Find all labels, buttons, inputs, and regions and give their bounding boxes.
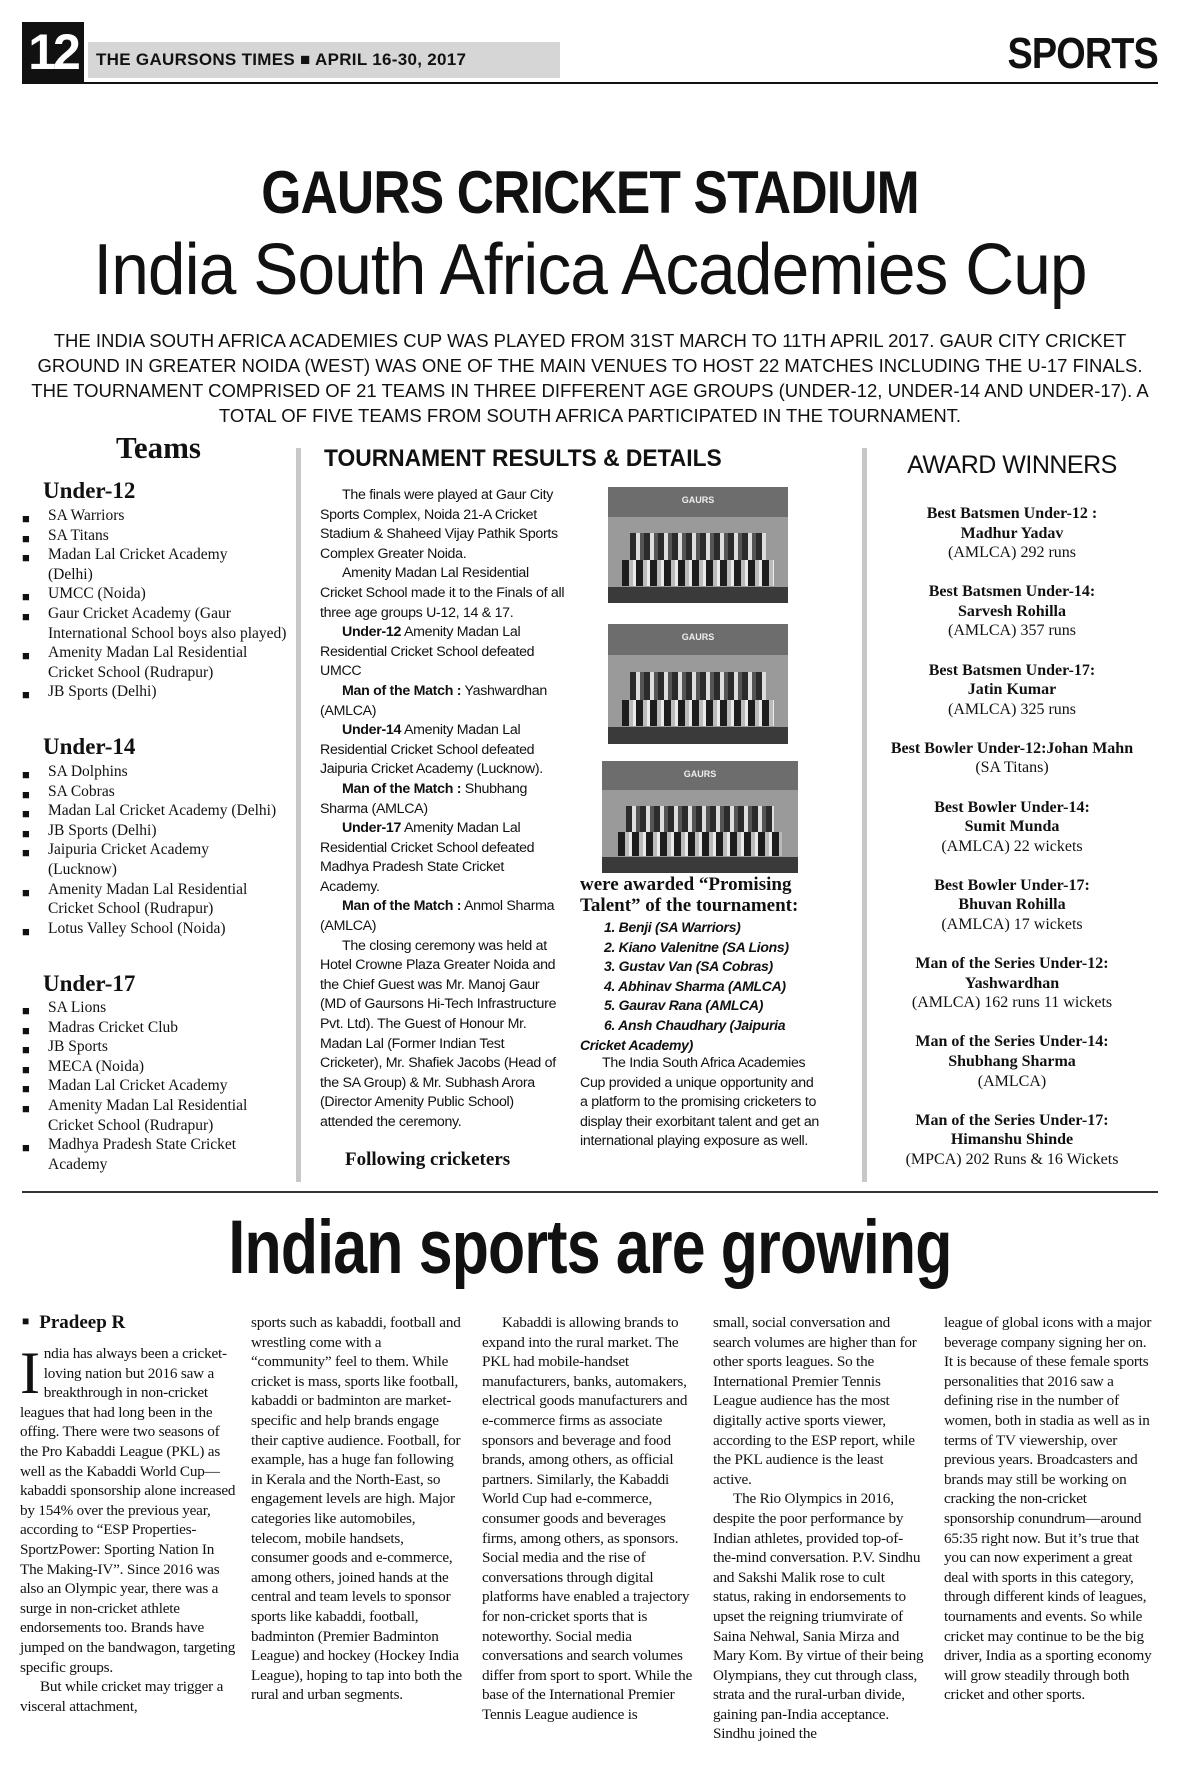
promising-talent-list [580, 918, 820, 1055]
team-item: ■ Madras Cricket Club [22, 1018, 292, 1038]
closing-paragraph: The India South Africa Academies Cup provided a unique opportunity and a platform to the promising cricketers to display their exorbitant talent and get an international playing exposure as well. [580, 1055, 820, 1150]
list-item: 4. Abhinav Sharma (AMLCA) [604, 977, 786, 994]
story-column-2 [251, 1313, 463, 1705]
team-item: ■ SA Warriors [22, 506, 292, 526]
following-cricketers: Following cricketers [345, 1149, 511, 1170]
team-item: ■ Amenity Madan Lal Residential Cricket School (Rudrapur) [22, 1096, 292, 1135]
award-winners-list [862, 504, 1162, 1189]
award-entry: Best Batsmen Under-12 : Madhur Yadav (AMLCA) 292 runs [926, 505, 1098, 562]
list-item: 3. Gustav Van (SA Cobras) [604, 958, 773, 975]
results-u17-mom: Man of the Match : Anmol Sharma (AMLCA) [320, 898, 555, 935]
column-rule [296, 448, 301, 1182]
award-entry: Man of the Series Under-17: Himanshu Shinde (MPCA) 202 Runs & 16 Wickets [905, 1111, 1119, 1168]
results-paragraph: Amenity Madan Lal Residential Cricket School made it to the Finals of all three age groups U-12, 14 & 17. [320, 565, 565, 621]
results-paragraph: The finals were played at Gaur City Sports Complex, Noida 21-A Cricket Stadium & Shaheed Vijay Pathik Sports Complex Greater Noida. [320, 487, 558, 562]
results-u12: Under-12 Amenity Madan Lal Residential Cricket School defeated UMCC [320, 624, 535, 680]
teams-title: Teams [116, 430, 201, 465]
award-entry: Best Batsmen Under-17: Jatin Kumar (AMLCA) 325 runs [928, 661, 1096, 718]
story-paragraph: But while cricket may trigger a visceral attachment, [20, 1678, 224, 1715]
section-divider [22, 1191, 1158, 1193]
team-item: ■ JB Sports (Delhi) [22, 821, 292, 841]
results-title: TOURNAMENT RESULTS & DETAILS [324, 445, 722, 472]
byline: ■ Pradeep R [22, 1311, 125, 1336]
team-item: ■ SA Dolphins [22, 762, 292, 782]
group-heading-u17: Under-17 [43, 971, 136, 996]
group-heading-u14: Under-14 [43, 734, 136, 759]
team-item: ■ UMCC (Noida) [22, 584, 292, 604]
team-item: ■ Madan Lal Cricket Academy [22, 1076, 292, 1096]
results-text [320, 486, 566, 1133]
story-headline: Indian sports are growing [228, 1205, 952, 1290]
team-item: ■ JB Sports [22, 1037, 292, 1057]
team-photo [602, 761, 798, 873]
story-paragraph: league of global icons with a major beverage company signing her on. It is because of these female sports personalities that 2016 saw a defining rise in the number of women, both in stadia as well as in terms of TV viewership, over previous years. Broadcasters and brands may still be working on cracking the non-cricket sponsorship conundrum—around 65:35 right now. But it’s true that you can now experiment a great deal with sports in this category, through different kinds of leagues, tournaments and events. So while cricket may continue to be the big driver, India as a sporting economy will grow steadily through both cricket and other sports. [944, 1314, 1152, 1704]
list-item: 2. Kiano Valenitne (SA Lions) [604, 938, 789, 955]
story-column-3 [482, 1313, 694, 1724]
team-item: ■ MECA (Noida) [22, 1057, 292, 1077]
team-photo [608, 487, 788, 603]
results-u12-mom: Man of the Match : Yashwardhan (AMLCA) [320, 682, 547, 719]
award-entry: Best Bowler Under-12:Johan Mahn (SA Titans) [890, 739, 1134, 777]
team-item: ■ Madhya Pradesh State Cricket Academy [22, 1135, 292, 1174]
team-list-u17 [22, 998, 292, 1174]
section-label: SPORTS [1007, 29, 1158, 78]
feature-intro: THE INDIA SOUTH AFRICA ACADEMIES CUP WAS PLAYED FROM 31ST MARCH TO 11TH APRIL 2017. GAUR CITY CRICKET GROUND IN GREATER NOIDA (WEST) WAS ONE OF THE MAIN VENUES TO HOST 22 MATCHES INCLUDING THE U-17 FINALS. THE TOURNAMENT COMPRISED OF 21 TEAMS IN THREE DIFFERENT AGE GROUPS (UNDER-12, UNDER-14 AND UNDER-17). A TOTAL OF FIVE TEAMS FROM SOUTH AFRICA PARTICIPATED IN THE TOURNAMENT. [31, 330, 1149, 426]
team-item: ■ SA Cobras [22, 782, 292, 802]
feature-kicker: GAURS CRICKET STADIUM [261, 159, 919, 226]
results-u14: Under-14 Amenity Madan Lal Residential Cricket School defeated Jaipuria Cricket Academy (Lucknow). [320, 722, 543, 778]
group-heading-u12: Under-12 [43, 478, 136, 503]
photo-logo: GAURS [681, 632, 715, 643]
feature-headline: India South Africa Academies Cup [93, 230, 1087, 310]
promising-talent-lead: were awarded “Promising Talent” of the tournament: [580, 874, 799, 916]
story-paragraph: The Rio Olympics in 2016, despite the poor performance by Indian athletes, provided top-of-the-mind conversation. P.V. Sindhu and Sakshi Malik rose to cult status, raking in endorsements to upset the reigning triumvirate of Saina Nehwal, Sania Mirza and Mary Kom. By virtue of their being Olympians, they cut through class, strata and the rural-urban divide, gaining pan-India acceptance. Sindhu joined the [713, 1490, 924, 1743]
list-item: 1. Benji (SA Warriors) [604, 919, 741, 935]
team-item: ■ Amenity Madan Lal Residential Cricket School (Rudrapur) [22, 643, 292, 682]
masthead-rule [22, 82, 1158, 84]
list-item: 5. Gaurav Rana (AMLCA) [604, 997, 764, 1014]
story-paragraph: Kabaddi is allowing brands to expand into the rural market. The PKL had mobile-handset manufacturers, banks, automakers, electrical goods manufacturers and e-commerce firms as associate sponsors and beverage and food brands, among others, as official partners. Similarly, the Kabaddi World Cup had e-commerce, consumer goods and beverages firms, among others, as sponsors. Social media and the rise of conversations through digital platforms have enabled a trajectory for non-cricket sports that is noteworthy. Social media conversations and search volumes differ from sport to sport. While the base of the International Premier Tennis League audience is [482, 1314, 693, 1723]
award-entry: Man of the Series Under-12: Yashwardhan (AMLCA) 162 runs 11 wickets [911, 955, 1113, 1012]
team-item: ■ SA Titans [22, 526, 292, 546]
team-list-u12 [22, 506, 292, 702]
story-column-5 [944, 1313, 1156, 1705]
team-photo [608, 624, 788, 744]
team-item: ■ Lotus Valley School (Noida) [22, 919, 292, 939]
story-paragraph: sports such as kabaddi, football and wrestling come with a “community” feel to them. While cricket is mass, sports like football, kabaddi or badminton are market-specific and help brands engage their captive audience. Football, for example, has a huge fan following in Kerala and the North-East, so engagement levels are high. Major categories like automobiles, telecom, mobile handsets, consumer goods and e-commerce, among others, joined hands at the central and team levels to sponsor sports like kabaddi, football, badminton (Premier Badminton League) and hockey (Hockey India League), hoping to tap into both the rural and urban segments. [251, 1314, 462, 1704]
photo-logo: GAURS [681, 494, 715, 505]
award-winners-title: AWARD WINNERS [907, 451, 1117, 479]
team-item: ■ SA Lions [22, 998, 292, 1018]
drop-cap: I [20, 1340, 40, 1406]
publication-dateline: THE GAURSONS TIMES ■ APRIL 16-30, 2017 [88, 42, 560, 78]
team-list-u14 [22, 762, 292, 938]
story-paragraph: small, social conversation and search volumes are higher than for other sports leagues. So the International Premier Tennis League audience has the most digitally active sports viewer, according to the ESP report, while the PKL audience is the least active. [713, 1314, 917, 1488]
team-item: ■ Madan Lal Cricket Academy (Delhi) [22, 545, 292, 584]
story-column-1 [20, 1340, 236, 1716]
award-entry: Man of the Series Under-14: Shubhang Sharma (AMLCA) [915, 1033, 1109, 1090]
award-entry: Best Bowler Under-17: Bhuvan Rohilla (AMLCA) 17 wickets [934, 876, 1090, 933]
page-number: 12 [22, 22, 84, 82]
list-item: 6. Ansh Chaudhary (Jaipuria Cricket Academy) [580, 1016, 786, 1053]
team-item: ■ Amenity Madan Lal Residential Cricket School (Rudrapur) [22, 880, 292, 919]
team-item: ■ JB Sports (Delhi) [22, 682, 292, 702]
award-entry: Best Bowler Under-14: Sumit Munda (AMLCA) 22 wickets [934, 798, 1090, 855]
team-item: ■ Jaipuria Cricket Academy (Lucknow) [22, 840, 292, 879]
story-paragraph: India has always been a cricket-loving nation but 2016 saw a breakthrough in non-cricket leagues that had long been in the offing. There were two seasons of the Pro Kabaddi League (PKL) as well as the Kabaddi World Cup—kabaddi sponsorship alone increased by 154% over the previous year, according to “ESP Properties-SportzPower: Sporting Nation In The Making-IV”. Since 2016 was also an Olympic year, there was a surge in non-cricket athlete endorsements too. Brands have jumped on the bandwagon, targeting specific groups. [20, 1340, 236, 1676]
team-item: ■ Madan Lal Cricket Academy (Delhi) [22, 801, 292, 821]
closing-ceremony-paragraph: The closing ceremony was held at Hotel Crowne Plaza Greater Noida and the Chief Guest was Mr. Manoj Gaur (MD of Gaursons Hi-Tech Infrastructure Pvt. Ltd). The Guest of Honour Mr. Madan Lal (Former Indian Test Cricketer), Mr. Shafiek Jacobs (Head of the SA Group) & Mr. Subhash Arora (Director Amenity Public School) attended the ceremony. [320, 937, 557, 1130]
story-column-4 [713, 1313, 925, 1744]
award-entry: Best Batsmen Under-14: Sarvesh Rohilla (AMLCA) 357 runs [928, 583, 1096, 640]
results-u17: Under-17 Amenity Madan Lal Residential Cricket School defeated Madhya Pradesh State Cricket Academy. [320, 820, 535, 895]
results-u14-mom: Man of the Match : Shubhang Sharma (AMLCA) [320, 780, 528, 817]
photo-logo: GAURS [683, 768, 717, 779]
team-item: ■ Gaur Cricket Academy (Gaur International School boys also played) [22, 604, 292, 643]
